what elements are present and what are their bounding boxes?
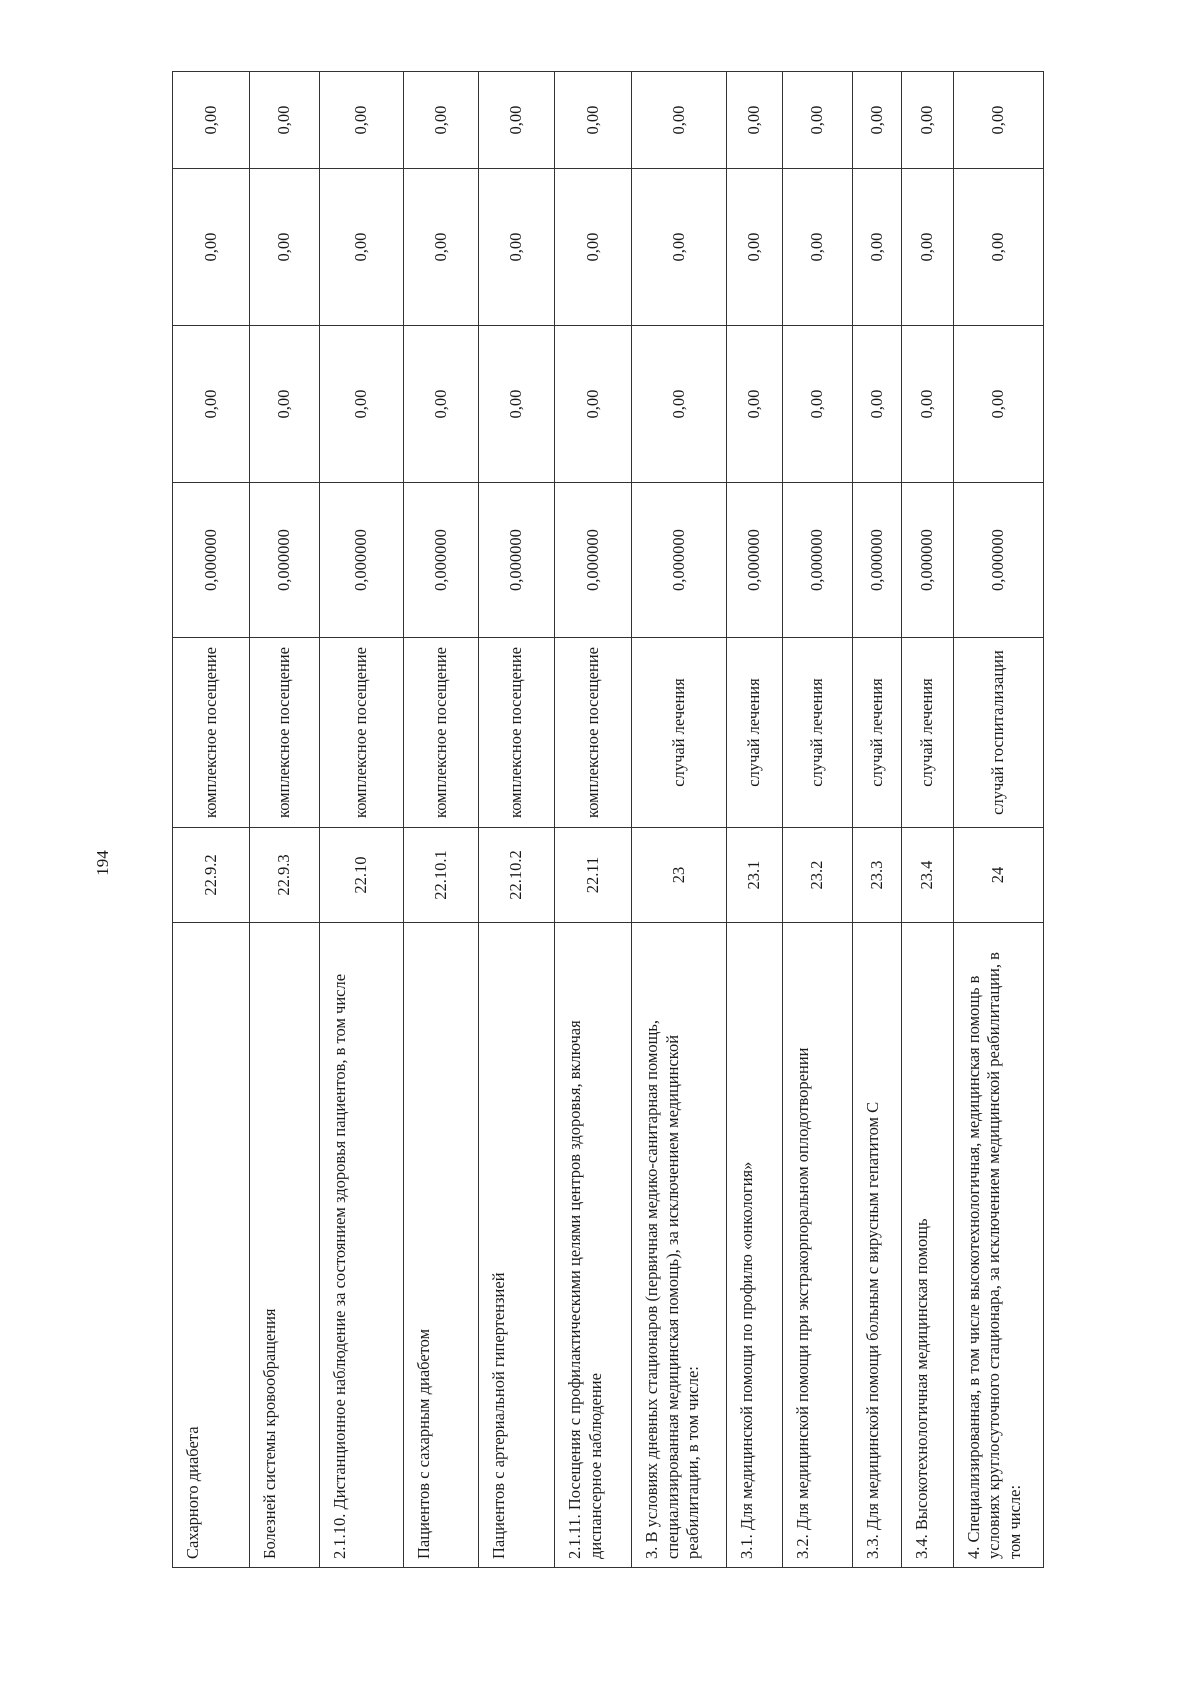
row-value-1-cell: 0,000000	[249, 483, 319, 638]
page-number: 194	[93, 850, 112, 876]
table-row	[173, 72, 250, 1568]
row-name-cell: 3.4. Высокотехнологичная медицинская помощь	[901, 923, 953, 1568]
row-code-cell: 23	[632, 828, 727, 923]
row-unit-cell: комплексное посещение	[173, 638, 250, 828]
row-name-cell: 3.3. Для медицинской помощи больным с вирусным гепатитом С	[853, 923, 902, 1568]
row-value-3-cell: 0,00	[555, 169, 632, 326]
row-value-3-cell: 0,00	[632, 169, 727, 326]
row-name-cell: Пациентов с сахарным диабетом	[404, 923, 478, 1568]
row-value-2-cell: 0,00	[319, 326, 404, 483]
row-value-4-cell: 0,00	[901, 72, 953, 169]
row-unit-cell: комплексное посещение	[319, 638, 404, 828]
row-code-cell: 23.2	[783, 828, 853, 923]
row-code-cell: 22.9.2	[173, 828, 250, 923]
row-value-3-cell: 0,00	[901, 169, 953, 326]
table-row	[632, 72, 727, 1568]
row-value-3-cell: 0,00	[173, 169, 250, 326]
row-value-3-cell: 0,00	[319, 169, 404, 326]
table-row	[953, 72, 1043, 1568]
row-value-1-cell: 0,000000	[783, 483, 853, 638]
row-value-1-cell: 0,000000	[901, 483, 953, 638]
row-unit-cell: комплексное посещение	[404, 638, 478, 828]
row-value-4-cell: 0,00	[555, 72, 632, 169]
row-value-2-cell: 0,00	[173, 326, 250, 483]
row-value-1-cell: 0,000000	[632, 483, 727, 638]
row-value-2-cell: 0,00	[853, 326, 902, 483]
row-value-2-cell: 0,00	[901, 326, 953, 483]
table-row	[853, 72, 902, 1568]
row-value-3-cell: 0,00	[783, 169, 853, 326]
row-value-4-cell: 0,00	[249, 72, 319, 169]
table-row	[478, 72, 555, 1568]
row-value-2-cell: 0,00	[555, 326, 632, 483]
row-code-cell: 23.4	[901, 828, 953, 923]
row-value-3-cell: 0,00	[953, 169, 1043, 326]
row-value-2-cell: 0,00	[726, 326, 782, 483]
row-unit-cell: комплексное посещение	[249, 638, 319, 828]
row-code-cell: 22.10	[319, 828, 404, 923]
row-value-1-cell: 0,000000	[726, 483, 782, 638]
row-unit-cell: комплексное посещение	[478, 638, 555, 828]
row-value-3-cell: 0,00	[404, 169, 478, 326]
row-value-2-cell: 0,00	[478, 326, 555, 483]
row-code-cell: 23.1	[726, 828, 782, 923]
row-name-cell: 2.1.10. Дистанционное наблюдение за состоянием здоровья пациентов, в том числе	[319, 923, 404, 1568]
row-code-cell: 22.10.2	[478, 828, 555, 923]
row-value-2-cell: 0,00	[632, 326, 727, 483]
table-row	[726, 72, 782, 1568]
row-value-4-cell: 0,00	[953, 72, 1043, 169]
table-row	[319, 72, 404, 1568]
row-unit-cell: случай лечения	[853, 638, 902, 828]
table-row	[249, 72, 319, 1568]
row-unit-cell: случай госпитализации	[953, 638, 1043, 828]
row-unit-cell: случай лечения	[783, 638, 853, 828]
row-code-cell: 22.10.1	[404, 828, 478, 923]
row-code-cell: 22.9.3	[249, 828, 319, 923]
row-name-cell: Пациентов с артериальной гипертензией	[478, 923, 555, 1568]
row-unit-cell: случай лечения	[632, 638, 727, 828]
row-unit-cell: случай лечения	[901, 638, 953, 828]
table-row	[404, 72, 478, 1568]
row-value-1-cell: 0,000000	[173, 483, 250, 638]
row-value-2-cell: 0,00	[249, 326, 319, 483]
row-value-1-cell: 0,000000	[555, 483, 632, 638]
row-value-1-cell: 0,000000	[953, 483, 1043, 638]
rotated-table-container	[172, 72, 1044, 1568]
data-table	[172, 71, 1044, 1568]
row-code-cell: 24	[953, 828, 1043, 923]
row-name-cell: Болезней системы кровообращения	[249, 923, 319, 1568]
table-row	[555, 72, 632, 1568]
row-value-4-cell: 0,00	[478, 72, 555, 169]
row-code-cell: 23.3	[853, 828, 902, 923]
row-unit-cell: случай лечения	[726, 638, 782, 828]
row-unit-cell: комплексное посещение	[555, 638, 632, 828]
row-value-3-cell: 0,00	[478, 169, 555, 326]
row-name-cell: Сахарного диабета	[173, 923, 250, 1568]
row-value-1-cell: 0,000000	[478, 483, 555, 638]
row-name-cell: 2.1.11. Посещения с профилактическими целями центров здоровья, включая диспансерное наблюдение	[555, 923, 632, 1568]
row-value-1-cell: 0,000000	[404, 483, 478, 638]
row-value-4-cell: 0,00	[632, 72, 727, 169]
row-value-2-cell: 0,00	[404, 326, 478, 483]
row-name-cell: 3.2. Для медицинской помощи при экстракорпоральном оплодотворении	[783, 923, 853, 1568]
row-value-1-cell: 0,000000	[319, 483, 404, 638]
row-name-cell: 3. В условиях дневных стационаров (первичная медико-санитарная помощь, специализированная медицинская помощь), за исключением медицинской реабилитации, в том числе:	[632, 923, 727, 1568]
table-row	[901, 72, 953, 1568]
row-value-3-cell: 0,00	[853, 169, 902, 326]
row-value-4-cell: 0,00	[726, 72, 782, 169]
row-value-2-cell: 0,00	[953, 326, 1043, 483]
row-value-3-cell: 0,00	[726, 169, 782, 326]
row-value-3-cell: 0,00	[249, 169, 319, 326]
row-value-4-cell: 0,00	[319, 72, 404, 169]
row-value-1-cell: 0,000000	[853, 483, 902, 638]
row-code-cell: 22.11	[555, 828, 632, 923]
row-value-4-cell: 0,00	[853, 72, 902, 169]
row-value-4-cell: 0,00	[173, 72, 250, 169]
row-name-cell: 4. Специализированная, в том числе высокотехнологичная, медицинская помощь в условиях круглосуточного стационара, за исключением медицинской реабилитации, в том числе:	[953, 923, 1043, 1568]
row-value-4-cell: 0,00	[783, 72, 853, 169]
row-value-2-cell: 0,00	[783, 326, 853, 483]
table-row	[783, 72, 853, 1568]
row-value-4-cell: 0,00	[404, 72, 478, 169]
row-name-cell: 3.1. Для медицинской помощи по профилю «онкология»	[726, 923, 782, 1568]
